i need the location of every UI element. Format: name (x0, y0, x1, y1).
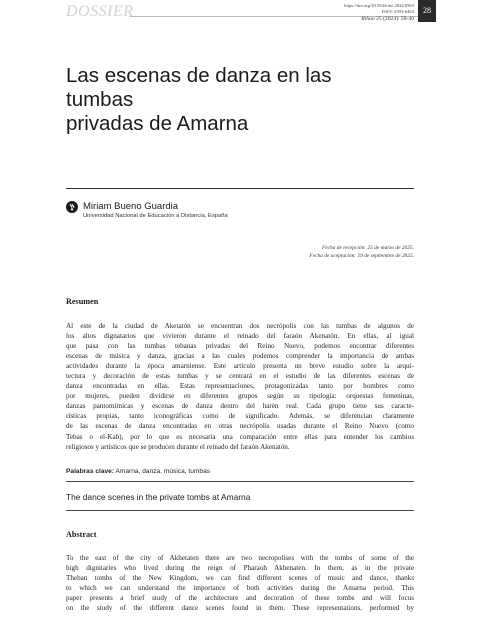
text-line: Theban tombs of the New Kingdom, we can find different scenes of music and dance, thanks (66, 574, 414, 583)
title-line: Las escenas de danza en las tumbas (66, 64, 332, 111)
article-dates (309, 244, 414, 260)
text-line: actividades durante la época amarniense. Este artículo presenta un breve estudio sobre la arqui- (66, 362, 414, 371)
abstract-heading: Abstract (66, 530, 97, 539)
text-line: los altos dignatarios que vivieron durante el reinado del faraón Akenatón. En ellas, al igual (66, 332, 414, 341)
accepted-date: Fecha de aceptación: 19 de septiembre de 2025. (309, 253, 414, 259)
text-line: to which we can understand the importance of both activities during the Amarna period. This (66, 584, 414, 593)
title-divider (66, 188, 414, 189)
text-line: on the study of the different dance scenes found in them. These representations, performed by (66, 604, 414, 613)
resumen-heading: Resumen (66, 297, 99, 306)
english-title-divider (66, 510, 414, 511)
orcid-icon[interactable] (66, 201, 78, 213)
text-line: paper presents a brief study of the architecture and decoration of these tombs and will focus (66, 594, 414, 603)
page-number: 28 (418, 0, 436, 22)
author-affiliation: Universidad Nacional de Educación a Distancia, España (83, 213, 228, 219)
text-line: por mujeres, pueden dividirse en diferentes grupos según su tipología: orquestas femeninas, (66, 392, 414, 401)
section-label: DOSSIER (66, 3, 134, 20)
author-name: Miriam Bueno Guardia (83, 201, 179, 212)
text-line: Al este de la ciudad de Aketatón se encuentran dos necrópolis con las tumbas de algunos de (66, 322, 414, 330)
text-line: que pasa con las tumbas tebanas privadas del Reino Nuevo, podemos encontrar diferentes (66, 342, 414, 351)
resumen-text (66, 321, 414, 452)
article-title (66, 64, 386, 136)
text-line: religiosos y artísticos que se producen durante el reinado del faraón Akenatón. (66, 442, 290, 451)
text-line: danzas pantomímicas y escenas de danza dentro del harén real. Cada grupo tiene sus caracte- (66, 402, 414, 411)
text-line: rísticas propias, tanto iconográficas como de significado. Además, se diferencian claramente (66, 412, 414, 421)
text-line: de las escenas de danza encontradas en otras necrópolis usadas durante el Reino Nuevo (como (66, 422, 414, 431)
doi-link[interactable]: https://doi.org/10.5944/rhe.2024.8563 (344, 3, 414, 8)
text-line: Tebas o el-Kab), por lo que es necesaria una comparación entre ellas para entender los cambios (66, 432, 414, 441)
journal-citation (361, 16, 414, 22)
keywords-label: Palabras clave: (66, 468, 115, 475)
keywords (66, 468, 210, 475)
text-line: escenas de música y danza, gracias a las cuales podemos comprender la importancia de ambas (66, 352, 414, 361)
journal-name: Rihao (361, 16, 375, 22)
english-title: The dance scenes in the private tombs at Amarna (66, 492, 251, 502)
text-line: To the east of the city of Akhetaten there are two necropolises with the tombs of some of the (66, 554, 414, 562)
text-line: high dignitaries who lived during the reign of Pharaoh Akhenaten. In them, as in the private (66, 564, 414, 573)
journal-volume: 25 (2024): 28-40 (376, 16, 414, 22)
abstract-text (66, 553, 414, 613)
received-date: Fecha de recepción: 25 de marzo de 2025. (321, 245, 414, 251)
keywords-divider (66, 481, 414, 482)
issn: ISSN: 0393-6463 (381, 9, 414, 14)
title-line: privadas de Amarna (66, 112, 249, 135)
keywords-list: Amarna, danza, música, tumbas (115, 468, 211, 475)
text-line: tectura y decoración de estas tumbas y se centrará en el estudio de las diferentes escenas de (66, 372, 414, 381)
text-line: danza encontradas en ellas. Estas representaciones, protagonizadas tanto por hombres como (66, 382, 414, 391)
